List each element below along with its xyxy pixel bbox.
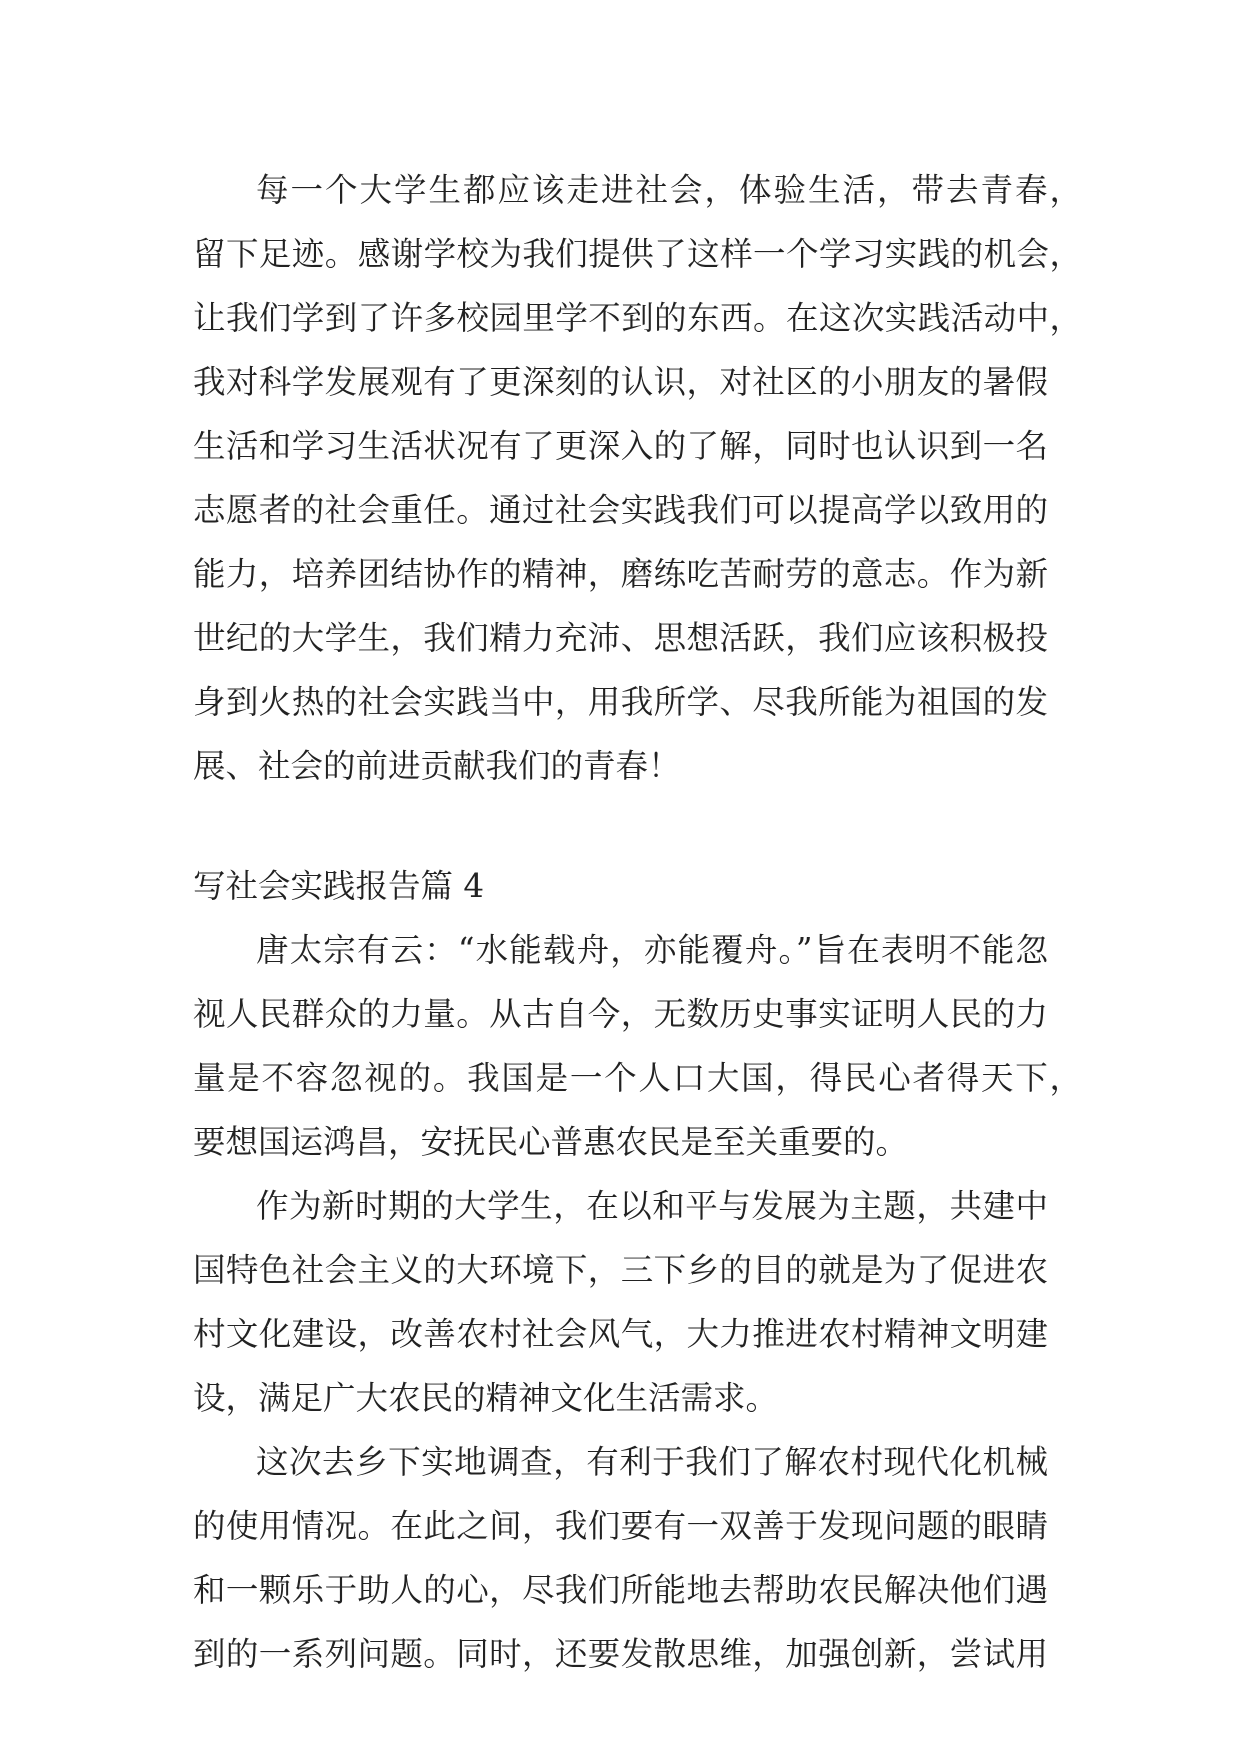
paragraph-line: 展、社会的前进贡献我们的青春！ xyxy=(193,747,681,785)
paragraph-line: 让我们学到了许多校园里学不到的东西。在这次实践活动中， xyxy=(193,299,1082,337)
paragraph-line: 唐太宗有云：“水能载舟，亦能覆舟。”旨在表明不能忽 xyxy=(256,931,1048,969)
paragraph-line: 身到火热的社会实践当中，用我所学、尽我所能为祖国的发 xyxy=(193,683,1048,721)
paragraph-line: 设，满足广大农民的精神文化生活需求。 xyxy=(193,1379,779,1417)
paragraph-line: 要想国运鸿昌，安抚民心普惠农民是至关重要的。 xyxy=(193,1123,909,1161)
paragraph-line: 能力，培养团结协作的精神，磨练吃苦耐劳的意志。作为新 xyxy=(193,555,1048,593)
paragraph-line: 志愿者的社会重任。通过社会实践我们可以提高学以致用的 xyxy=(193,491,1048,529)
paragraph-line: 留下足迹。感谢学校为我们提供了这样一个学习实践的机会， xyxy=(193,235,1082,273)
paragraph-line: 这次去乡下实地调查，有利于我们了解农村现代化机械 xyxy=(256,1443,1048,1481)
paragraph-line: 每一个大学生都应该走进社会，体验生活，带去青春， xyxy=(256,171,1082,209)
paragraph-line: 的使用情况。在此之间，我们要有一双善于发现问题的眼睛 xyxy=(193,1507,1048,1545)
paragraph-line: 生活和学习生活状况有了更深入的了解，同时也认识到一名 xyxy=(193,427,1048,465)
paragraph-line: 村文化建设，改善农村社会风气，大力推进农村精神文明建 xyxy=(193,1315,1048,1353)
paragraph-line: 作为新时期的大学生，在以和平与发展为主题，共建中 xyxy=(256,1187,1048,1225)
paragraph-line: 和一颗乐于助人的心，尽我们所能地去帮助农民解决他们遇 xyxy=(193,1571,1048,1609)
paragraph-line: 量是不容忽视的。我国是一个人口大国，得民心者得天下， xyxy=(193,1059,1082,1097)
paragraph-line: 世纪的大学生，我们精力充沛、思想活跃，我们应该积极投 xyxy=(193,619,1048,657)
paragraph-line: 国特色社会主义的大环境下，三下乡的目的就是为了促进农 xyxy=(193,1251,1048,1289)
paragraph-line: 我对科学发展观有了更深刻的认识，对社区的小朋友的暑假 xyxy=(193,363,1048,401)
section-heading: 写社会实践报告篇 4 xyxy=(193,867,485,905)
paragraph-line: 到的一系列问题。同时，还要发散思维，加强创新，尝试用 xyxy=(193,1635,1048,1673)
paragraph-line: 视人民群众的力量。从古自今，无数历史事实证明人民的力 xyxy=(193,995,1048,1033)
